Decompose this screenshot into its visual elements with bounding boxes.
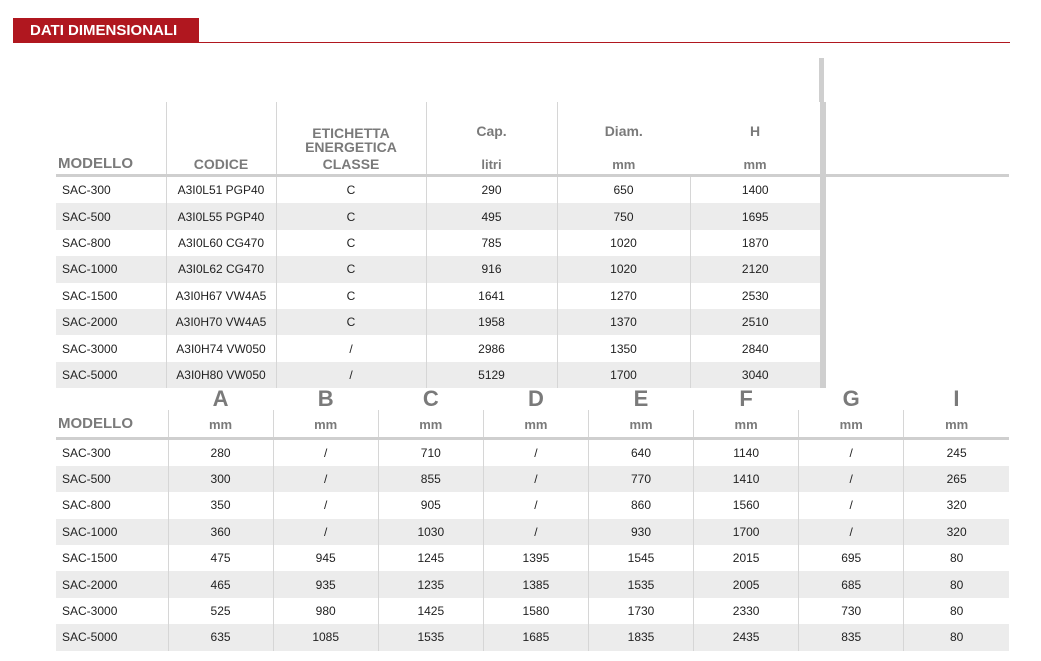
header-dim-a: A xyxy=(212,386,229,411)
dim-b-cell: 980 xyxy=(273,598,378,624)
table-row xyxy=(56,571,1009,597)
header-modello: MODELLO xyxy=(56,410,168,438)
header-codice: CODICE xyxy=(166,154,276,176)
header-dim-unit: mm xyxy=(378,410,483,438)
table-row xyxy=(56,230,1009,256)
dim-i-cell: 80 xyxy=(904,545,1009,571)
dim-g-cell: / xyxy=(799,492,904,518)
header-dim-unit: mm xyxy=(799,410,904,438)
table-row xyxy=(56,438,1009,466)
dim-c-cell: 1425 xyxy=(378,598,483,624)
header-h-unit: mm xyxy=(690,154,820,176)
dim-e-cell: 770 xyxy=(588,466,693,492)
codice-cell: A3I0H80 VW050 xyxy=(166,362,276,388)
h-cell: 2510 xyxy=(690,309,820,335)
header-dim-unit: mm xyxy=(904,410,1009,438)
dim-i-cell: 80 xyxy=(904,571,1009,597)
table-row xyxy=(56,466,1009,492)
modello-cell: SAC-5000 xyxy=(56,362,166,388)
dim-a-cell: 300 xyxy=(168,466,273,492)
modello-cell: SAC-2000 xyxy=(56,571,168,597)
dim-e-cell: 1835 xyxy=(588,624,693,650)
table-row xyxy=(56,519,1009,545)
dim-d-cell: / xyxy=(483,466,588,492)
dim-e-cell: 930 xyxy=(588,519,693,545)
dim-b-cell: / xyxy=(273,466,378,492)
table-row xyxy=(56,492,1009,518)
table-row xyxy=(56,624,1009,650)
codice-cell: A3I0H67 VW4A5 xyxy=(166,283,276,309)
diam-cell: 1700 xyxy=(557,362,690,388)
dim-f-cell: 1560 xyxy=(694,492,799,518)
dim-b-cell: / xyxy=(273,438,378,466)
header-dim-unit: mm xyxy=(588,410,693,438)
header-dim-d: D xyxy=(527,386,544,411)
dim-a-cell: 280 xyxy=(168,438,273,466)
dim-b-cell: 935 xyxy=(273,571,378,597)
header-blank xyxy=(826,154,1009,176)
h-cell: 3040 xyxy=(690,362,820,388)
dim-f-cell: 2435 xyxy=(694,624,799,650)
diam-cell: 650 xyxy=(557,176,690,204)
dim-a-cell: 635 xyxy=(168,624,273,650)
cap-cell: 495 xyxy=(426,203,557,229)
header-spacer xyxy=(166,102,276,154)
section-rule xyxy=(13,42,1010,43)
header-h: H xyxy=(749,123,761,139)
classe-cell: C xyxy=(276,283,426,309)
dim-d-cell: 1580 xyxy=(483,598,588,624)
diam-cell: 1020 xyxy=(557,230,690,256)
dim-i-cell: 245 xyxy=(904,438,1009,466)
codice-cell: A3I0L51 PGP40 xyxy=(166,176,276,204)
dim-b-cell: 945 xyxy=(273,545,378,571)
header-cap-unit: litri xyxy=(426,154,557,176)
dimensions-table xyxy=(56,384,1009,651)
header-spacer xyxy=(56,384,168,410)
header-dim-c: C xyxy=(422,386,439,411)
modello-cell: SAC-3000 xyxy=(62,604,118,619)
codice-cell: A3I0H70 VW4A5 xyxy=(166,309,276,335)
header-dim-unit: mm xyxy=(483,410,588,438)
dim-d-cell: 1685 xyxy=(483,624,588,650)
classe-cell: / xyxy=(276,362,426,388)
dim-b-cell: 1085 xyxy=(273,624,378,650)
header-diam: Diam. xyxy=(557,102,690,154)
dim-d-cell: / xyxy=(483,519,588,545)
row-blank xyxy=(826,203,1009,229)
classe-cell: C xyxy=(276,230,426,256)
cap-cell: 5129 xyxy=(426,362,557,388)
dim-f-cell: 2015 xyxy=(694,545,799,571)
dim-d-cell: 1395 xyxy=(483,545,588,571)
dim-d-cell: 1385 xyxy=(483,571,588,597)
modello-cell: SAC-5000 xyxy=(56,624,168,650)
table-row xyxy=(56,283,1009,309)
dim-d-cell: / xyxy=(483,492,588,518)
header-dim-f: F xyxy=(739,386,753,411)
row-blank xyxy=(826,335,1009,361)
dim-i-cell: 320 xyxy=(904,492,1009,518)
dim-i-cell: 80 xyxy=(904,598,1009,624)
dim-f-cell: 2330 xyxy=(694,598,799,624)
header-dim-unit: mm xyxy=(694,410,799,438)
header-modello: MODELLO xyxy=(56,154,166,176)
table-row xyxy=(56,545,1009,571)
dim-b-cell: / xyxy=(273,492,378,518)
dim-f-cell: 2005 xyxy=(694,571,799,597)
dim-f-cell: 1700 xyxy=(694,519,799,545)
modello-cell: SAC-800 xyxy=(62,235,111,250)
dim-g-cell: / xyxy=(799,466,904,492)
h-cell: 1400 xyxy=(690,176,820,204)
row-blank xyxy=(826,176,1009,204)
header-dim-g: G xyxy=(842,386,860,411)
header-blank xyxy=(826,102,1009,154)
dim-g-cell: 730 xyxy=(799,598,904,624)
classe-cell: C xyxy=(276,256,426,282)
dim-g-cell: 695 xyxy=(799,545,904,571)
table-row xyxy=(56,335,1009,361)
header-dim-i: I xyxy=(953,386,960,411)
header-dim-b: B xyxy=(317,386,334,411)
diam-cell: 1350 xyxy=(557,335,690,361)
classe-cell: / xyxy=(276,335,426,361)
table-row xyxy=(56,176,1009,204)
table-row xyxy=(56,598,1009,624)
dim-a-cell: 350 xyxy=(168,492,273,518)
dim-b-cell: / xyxy=(273,519,378,545)
header-diam-unit: mm xyxy=(557,154,690,176)
codice-cell: A3I0L62 CG470 xyxy=(166,256,276,282)
dim-c-cell: 710 xyxy=(378,438,483,466)
header-spacer xyxy=(56,102,166,154)
codice-cell: A3I0H74 VW050 xyxy=(166,335,276,361)
dim-e-cell: 1730 xyxy=(588,598,693,624)
diam-cell: 1370 xyxy=(557,309,690,335)
row-blank xyxy=(826,283,1009,309)
dim-c-cell: 855 xyxy=(378,466,483,492)
cap-cell: 2986 xyxy=(426,335,557,361)
diam-cell: 750 xyxy=(557,203,690,229)
row-blank xyxy=(826,256,1009,282)
cap-cell: 785 xyxy=(426,230,557,256)
dim-c-cell: 1030 xyxy=(378,519,483,545)
classe-cell: C xyxy=(276,309,426,335)
classe-cell: C xyxy=(276,176,426,204)
h-cell: 2530 xyxy=(690,283,820,309)
dim-i-cell: 320 xyxy=(904,519,1009,545)
dim-g-cell: / xyxy=(799,438,904,466)
table-row xyxy=(56,203,1009,229)
h-cell: 2840 xyxy=(690,335,820,361)
h-cell: 2120 xyxy=(690,256,820,282)
cap-cell: 1958 xyxy=(426,309,557,335)
table-divider-bar xyxy=(819,58,824,102)
dim-a-cell: 465 xyxy=(168,571,273,597)
dim-a-cell: 525 xyxy=(168,598,273,624)
modello-cell: SAC-1000 xyxy=(56,519,168,545)
header-dim-e: E xyxy=(633,386,649,411)
dim-i-cell: 265 xyxy=(904,466,1009,492)
modello-cell: SAC-300 xyxy=(62,445,111,460)
dim-c-cell: 905 xyxy=(378,492,483,518)
dim-e-cell: 1535 xyxy=(588,571,693,597)
modello-cell: SAC-1000 xyxy=(56,256,166,282)
row-blank xyxy=(826,230,1009,256)
modello-cell: SAC-1500 xyxy=(62,551,118,566)
header-dim-unit: mm xyxy=(273,410,378,438)
modello-cell: SAC-3000 xyxy=(62,341,118,356)
modello-cell: SAC-500 xyxy=(56,466,168,492)
dim-c-cell: 1535 xyxy=(378,624,483,650)
dim-f-cell: 1410 xyxy=(694,466,799,492)
dim-g-cell: 685 xyxy=(799,571,904,597)
dim-i-cell: 80 xyxy=(904,624,1009,650)
header-etichetta: ETICHETTA ENERGETICA xyxy=(276,102,426,154)
dim-c-cell: 1235 xyxy=(378,571,483,597)
cap-cell: 290 xyxy=(426,176,557,204)
section-title: DATI DIMENSIONALI xyxy=(13,18,199,43)
dim-f-cell: 1140 xyxy=(694,438,799,466)
diam-cell: 1020 xyxy=(557,256,690,282)
header-cap: Cap. xyxy=(426,102,557,154)
cap-cell: 916 xyxy=(426,256,557,282)
capacity-table xyxy=(56,102,1009,388)
dim-a-cell: 360 xyxy=(168,519,273,545)
header-classe: CLASSE xyxy=(276,154,426,176)
modello-cell: SAC-2000 xyxy=(56,309,166,335)
modello-cell: SAC-300 xyxy=(62,183,111,198)
dim-g-cell: 835 xyxy=(799,624,904,650)
h-cell: 1695 xyxy=(690,203,820,229)
dim-c-cell: 1245 xyxy=(378,545,483,571)
modello-cell: SAC-500 xyxy=(56,203,166,229)
modello-cell: SAC-800 xyxy=(62,498,111,513)
diam-cell: 1270 xyxy=(557,283,690,309)
classe-cell: C xyxy=(276,203,426,229)
dim-e-cell: 1545 xyxy=(588,545,693,571)
codice-cell: A3I0L60 CG470 xyxy=(166,230,276,256)
cap-cell: 1641 xyxy=(426,283,557,309)
dim-e-cell: 860 xyxy=(588,492,693,518)
codice-cell: A3I0L55 PGP40 xyxy=(166,203,276,229)
dim-d-cell: / xyxy=(483,438,588,466)
table-row xyxy=(56,256,1009,282)
h-cell: 1870 xyxy=(690,230,820,256)
row-blank xyxy=(826,309,1009,335)
table-row xyxy=(56,309,1009,335)
header-dim-unit: mm xyxy=(168,410,273,438)
dim-g-cell: / xyxy=(799,519,904,545)
dim-a-cell: 475 xyxy=(168,545,273,571)
modello-cell: SAC-1500 xyxy=(62,288,118,303)
dim-e-cell: 640 xyxy=(588,438,693,466)
